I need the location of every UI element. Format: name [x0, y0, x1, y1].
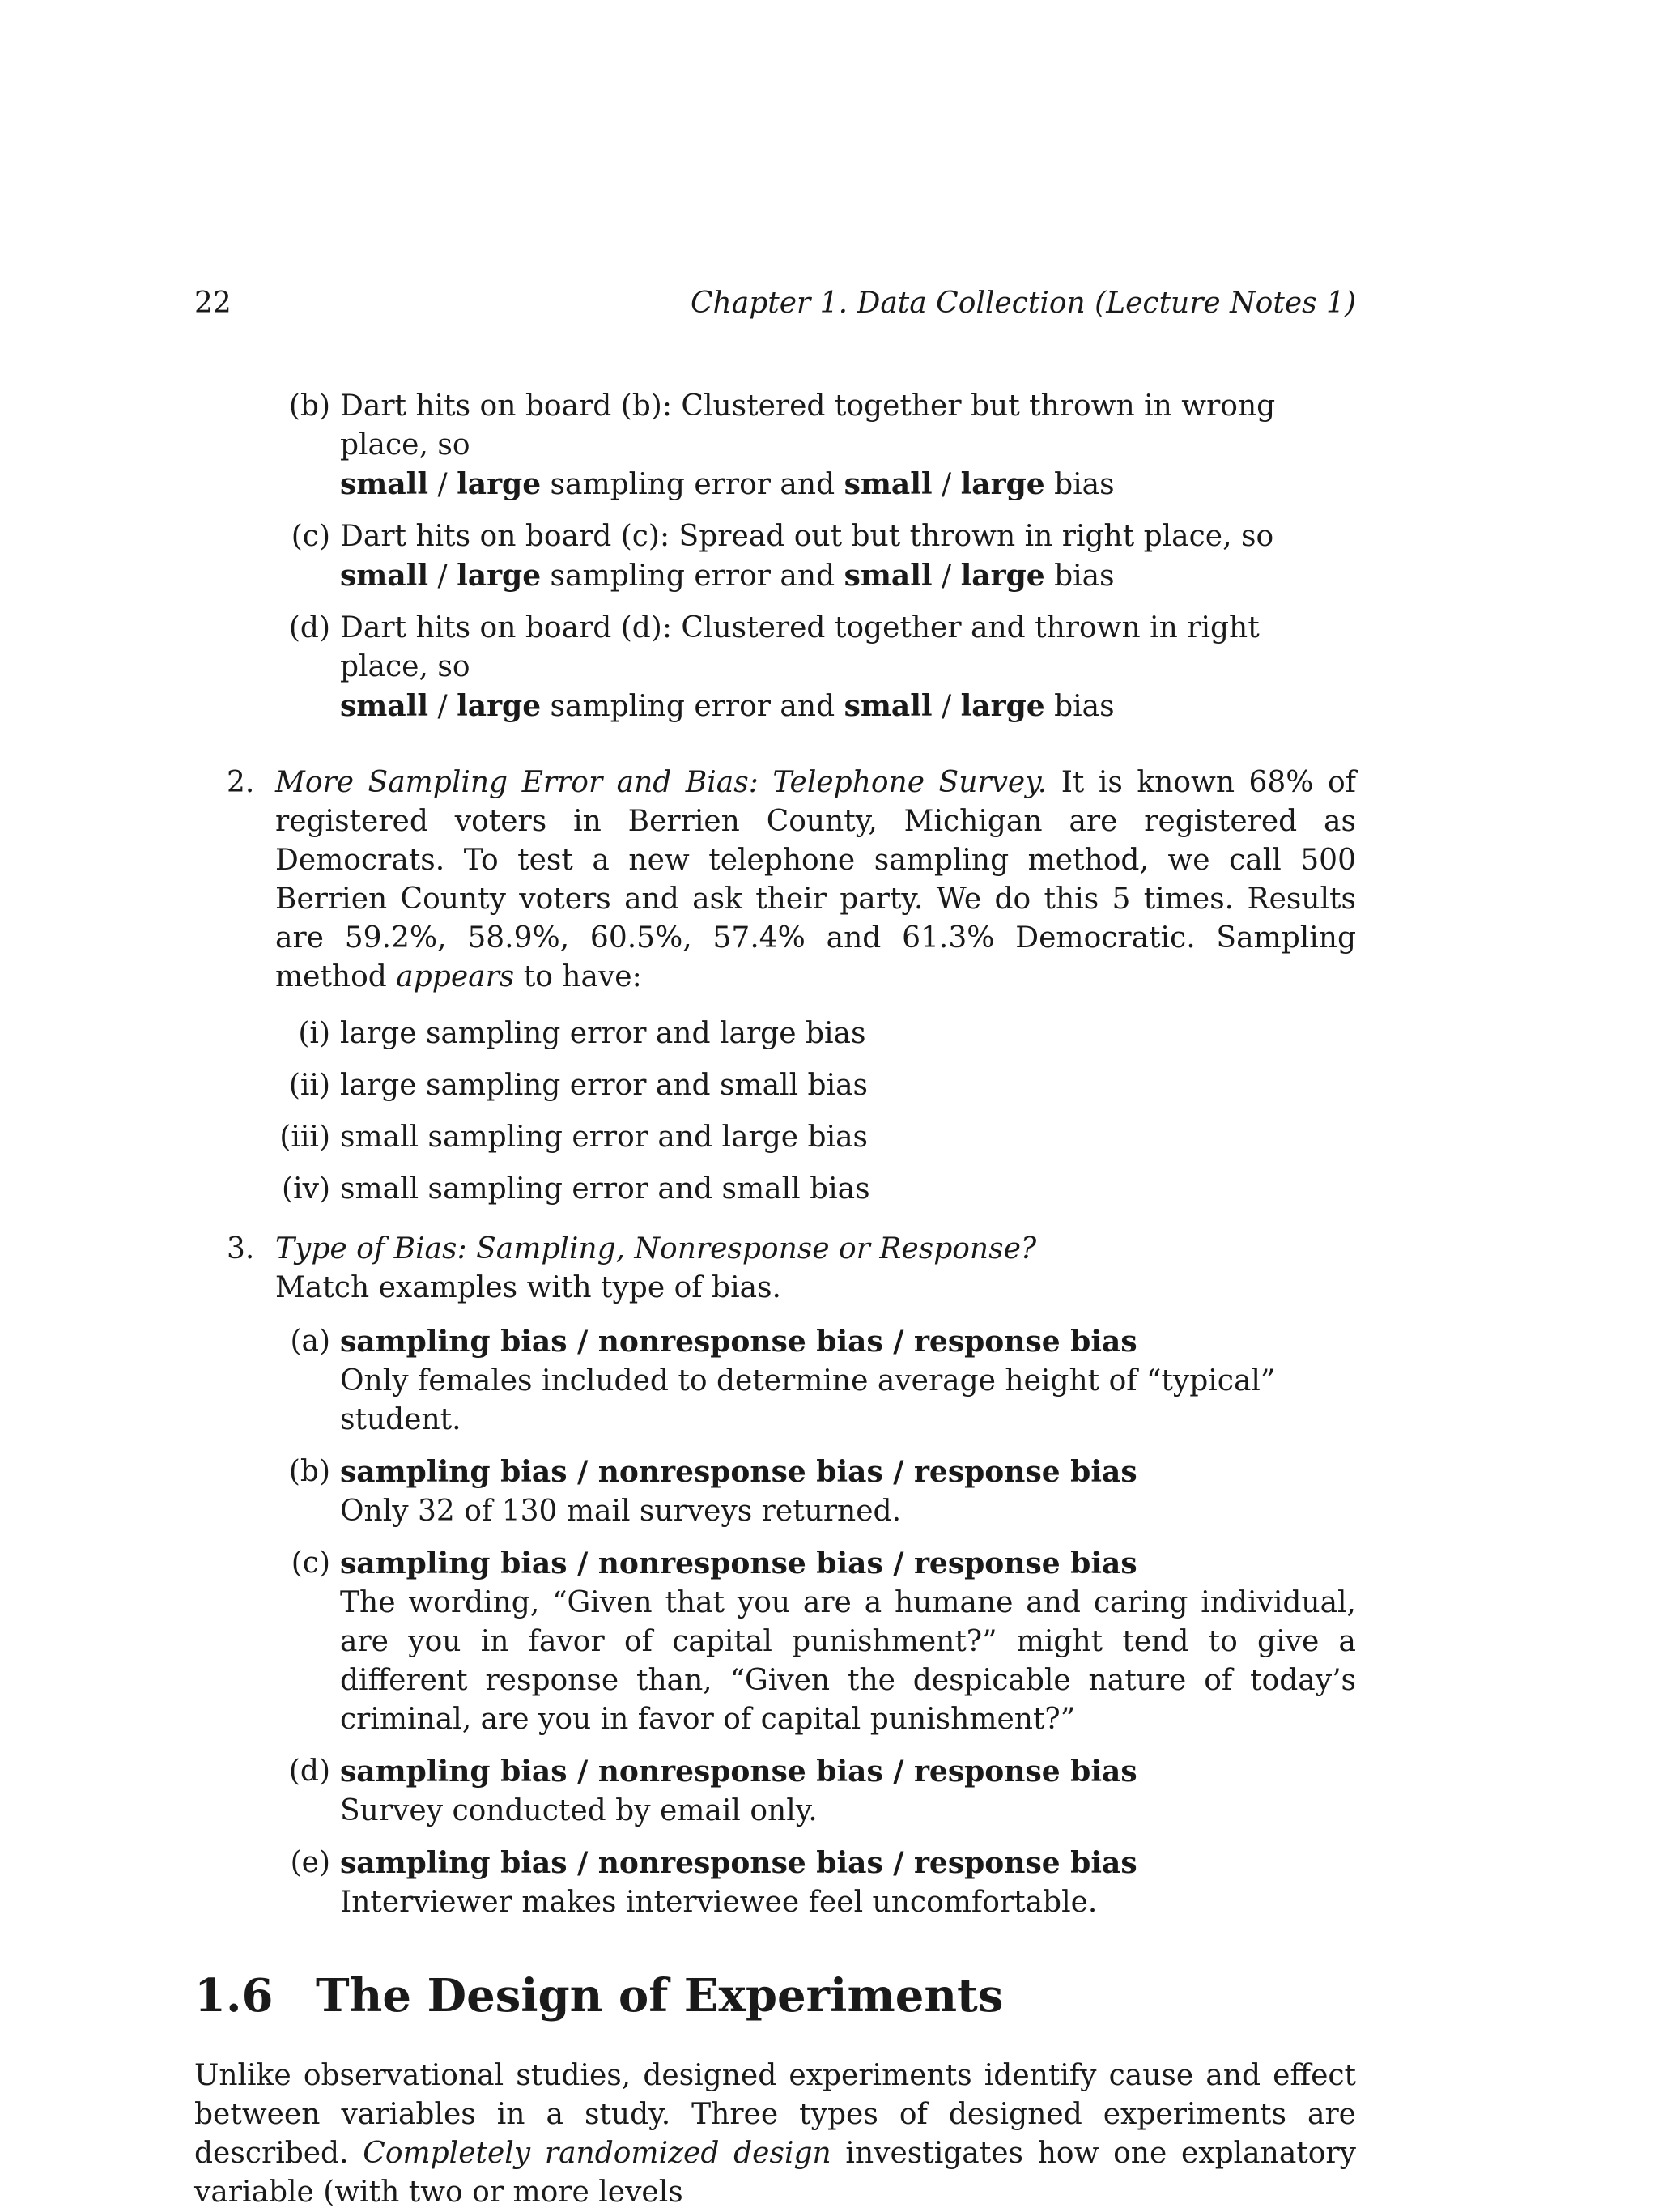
answer-end-text: bias — [1044, 690, 1115, 723]
separator: / — [932, 559, 961, 593]
question-2 — [194, 764, 1356, 997]
page-number: 22 — [194, 287, 232, 320]
item-text: Dart hits on board (b): Clustered together but thrown in wrong place, so — [340, 389, 1276, 462]
q1-item-c — [194, 517, 1356, 596]
question-body-end: to have: — [514, 960, 642, 993]
item-text: Only females included to determine average height of “typical” student. — [340, 1364, 1276, 1436]
item-text: The wording, “Given that you are a humane and caring individual, are you in favor of capital punishment?” might tend to give a different response than, “Given the despicable nature of today’s criminal, are you in favor of capital punishment?” — [340, 1586, 1356, 1736]
option-small: small — [340, 467, 429, 501]
option-label: (ii) — [288, 1069, 330, 1102]
q2-option — [194, 1015, 1356, 1053]
item-label: (e) — [290, 1846, 330, 1879]
bias-choices: sampling bias / nonresponse bias / response bias — [340, 1455, 1137, 1489]
section-number: 1.6 — [194, 1969, 274, 2023]
answer-mid-text: sampling error and — [541, 690, 844, 723]
option-label: (i) — [298, 1017, 330, 1050]
item-label: (a) — [290, 1325, 330, 1358]
answer-mid-text: sampling error and — [541, 468, 844, 501]
item-label: (b) — [288, 389, 330, 423]
option-text: small sampling error and large bias — [340, 1121, 869, 1154]
q2-option — [194, 1066, 1356, 1105]
question-body: It is known 68% of registered voters in Berrien County, Michigan are registered as Democrats. To test a new telephone sampling method, we call 500 Berrien County voters and ask their party. We do this 5 times. Results are 59.2%, 58.9%, 60.5%, 57.4% and 61.3% Democratic. Sampling method — [275, 766, 1356, 993]
item-answer-line — [340, 556, 1356, 596]
q1-item-d — [194, 609, 1356, 726]
item-label: (c) — [291, 520, 330, 553]
option-large: large — [960, 689, 1045, 723]
q3-item — [194, 1322, 1356, 1440]
item-label: (d) — [288, 611, 330, 644]
q3-items — [194, 1322, 1356, 1922]
intro-paragraph — [194, 2057, 1356, 2212]
item-text: Dart hits on board (d): Clustered together and thrown in right place, so — [340, 611, 1260, 683]
q2-option — [194, 1170, 1356, 1209]
item-text: Interviewer makes interviewee feel uncomfortable. — [340, 1886, 1098, 1919]
item-label: (d) — [288, 1755, 330, 1788]
separator: / — [428, 690, 457, 723]
option-label: (iv) — [282, 1172, 330, 1206]
question-instruction: Match examples with type of bias. — [275, 1271, 781, 1304]
question-title: More Sampling Error and Bias: Telephone Survey. — [275, 766, 1048, 799]
option-large: large — [457, 689, 542, 723]
q2-option — [194, 1118, 1356, 1157]
option-text: small sampling error and small bias — [340, 1172, 870, 1206]
separator: / — [428, 468, 457, 501]
option-large: large — [960, 559, 1045, 593]
paragraph-emphasis: Completely randomized design — [363, 2137, 831, 2170]
paragraph-text: Unlike observational studies, designed experiments identify cause and effect between variables in a study. Three types of designed experiments are described. — [194, 2059, 1356, 2170]
bias-choices: sampling bias / nonresponse bias / response bias — [340, 1846, 1137, 1880]
question-number: 2. — [227, 766, 255, 799]
option-text: large sampling error and large bias — [340, 1017, 866, 1050]
q3-item — [194, 1752, 1356, 1831]
option-small: small — [844, 559, 933, 593]
question-title: Type of Bias: Sampling, Nonresponse or Response? — [275, 1232, 1037, 1266]
question-3 — [194, 1230, 1356, 1308]
option-small: small — [340, 559, 429, 593]
question-emphasis: appears — [396, 960, 515, 993]
paragraph-text-end: investigates how one explanatory variable (with two or more levels — [194, 2137, 1356, 2209]
q1-item-b — [194, 387, 1356, 504]
item-answer-line — [340, 465, 1356, 504]
option-large: large — [457, 559, 542, 593]
option-text: large sampling error and small bias — [340, 1069, 869, 1102]
separator: / — [932, 468, 961, 501]
item-text: Survey conducted by email only. — [340, 1794, 818, 1827]
item-label: (b) — [288, 1455, 330, 1488]
question-number: 3. — [227, 1232, 255, 1266]
q3-item — [194, 1544, 1356, 1739]
item-text: Only 32 of 130 mail surveys returned. — [340, 1495, 902, 1528]
q2-options — [194, 1015, 1356, 1209]
q3-item — [194, 1453, 1356, 1531]
answer-end-text: bias — [1044, 468, 1115, 501]
section-title: The Design of Experiments — [316, 1969, 1004, 2023]
option-small: small — [844, 467, 933, 501]
separator: / — [428, 559, 457, 593]
page-header — [194, 283, 1356, 324]
option-small: small — [340, 689, 429, 723]
bias-choices: sampling bias / nonresponse bias / response bias — [340, 1546, 1137, 1580]
section-heading — [194, 1967, 1356, 2024]
option-small: small — [844, 689, 933, 723]
bias-choices: sampling bias / nonresponse bias / response bias — [340, 1755, 1137, 1789]
item-label: (c) — [291, 1546, 330, 1580]
option-label: (iii) — [279, 1121, 330, 1154]
option-large: large — [457, 467, 542, 501]
item-text: Dart hits on board (c): Spread out but thrown in right place, so — [340, 520, 1274, 553]
separator: / — [932, 690, 961, 723]
bias-choices: sampling bias / nonresponse bias / response bias — [340, 1325, 1137, 1359]
page-content — [194, 387, 1356, 2212]
option-large: large — [960, 467, 1045, 501]
item-answer-line — [340, 687, 1356, 726]
answer-end-text: bias — [1044, 559, 1115, 593]
q3-item — [194, 1844, 1356, 1922]
running-title: Chapter 1. Data Collection (Lecture Notes 1) — [691, 287, 1356, 320]
answer-mid-text: sampling error and — [541, 559, 844, 593]
